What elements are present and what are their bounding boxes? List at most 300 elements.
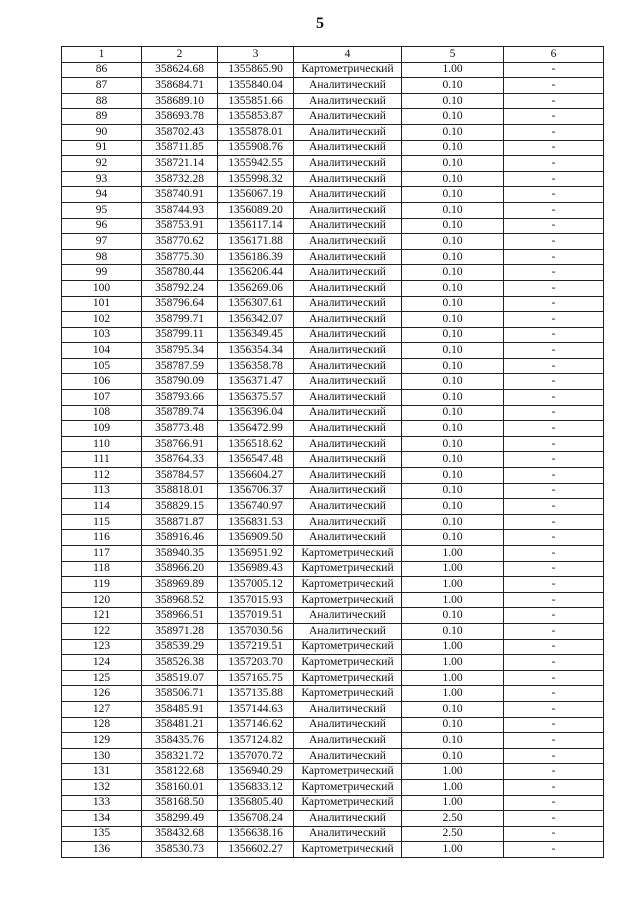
x-coordinate-cell: 358799.71 bbox=[142, 312, 218, 328]
note-cell: - bbox=[504, 748, 604, 764]
method-cell: Аналитический bbox=[294, 156, 402, 172]
point-number-cell: 90 bbox=[62, 124, 142, 140]
note-cell: - bbox=[504, 436, 604, 452]
table-row bbox=[62, 561, 604, 577]
y-coordinate-cell: 1356269.06 bbox=[218, 280, 294, 296]
accuracy-cell: 0.10 bbox=[402, 499, 504, 515]
y-coordinate-cell: 1357219.51 bbox=[218, 639, 294, 655]
note-cell: - bbox=[504, 358, 604, 374]
note-cell: - bbox=[504, 811, 604, 827]
table-row bbox=[62, 779, 604, 795]
x-coordinate-cell: 358770.62 bbox=[142, 234, 218, 250]
y-coordinate-cell: 1356805.40 bbox=[218, 795, 294, 811]
note-cell: - bbox=[504, 390, 604, 406]
x-coordinate-cell: 358787.59 bbox=[142, 358, 218, 374]
x-coordinate-cell: 358168.50 bbox=[142, 795, 218, 811]
method-cell: Аналитический bbox=[294, 514, 402, 530]
point-number-cell: 93 bbox=[62, 171, 142, 187]
method-cell: Картометрический bbox=[294, 842, 402, 858]
point-number-cell: 105 bbox=[62, 358, 142, 374]
note-cell: - bbox=[504, 202, 604, 218]
accuracy-cell: 0.10 bbox=[402, 530, 504, 546]
x-coordinate-cell: 358780.44 bbox=[142, 265, 218, 281]
accuracy-cell: 1.00 bbox=[402, 842, 504, 858]
point-number-cell: 96 bbox=[62, 218, 142, 234]
note-cell: - bbox=[504, 577, 604, 593]
point-number-cell: 92 bbox=[62, 156, 142, 172]
table-row bbox=[62, 280, 604, 296]
accuracy-cell: 1.00 bbox=[402, 561, 504, 577]
note-cell: - bbox=[504, 343, 604, 359]
accuracy-cell: 0.10 bbox=[402, 187, 504, 203]
table-header-row bbox=[62, 47, 604, 63]
x-coordinate-cell: 358160.01 bbox=[142, 779, 218, 795]
y-coordinate-cell: 1356547.48 bbox=[218, 452, 294, 468]
note-cell: - bbox=[504, 421, 604, 437]
column-header: 5 bbox=[402, 47, 504, 63]
table-row bbox=[62, 327, 604, 343]
table-row bbox=[62, 623, 604, 639]
note-cell: - bbox=[504, 826, 604, 842]
x-coordinate-cell: 358753.91 bbox=[142, 218, 218, 234]
note-cell: - bbox=[504, 218, 604, 234]
accuracy-cell: 0.10 bbox=[402, 701, 504, 717]
note-cell: - bbox=[504, 779, 604, 795]
x-coordinate-cell: 358966.20 bbox=[142, 561, 218, 577]
note-cell: - bbox=[504, 156, 604, 172]
point-number-cell: 123 bbox=[62, 639, 142, 655]
accuracy-cell: 2.50 bbox=[402, 811, 504, 827]
x-coordinate-cell: 358684.71 bbox=[142, 78, 218, 94]
point-number-cell: 134 bbox=[62, 811, 142, 827]
method-cell: Аналитический bbox=[294, 343, 402, 359]
y-coordinate-cell: 1356171.88 bbox=[218, 234, 294, 250]
point-number-cell: 98 bbox=[62, 249, 142, 265]
note-cell: - bbox=[504, 249, 604, 265]
note-cell: - bbox=[504, 795, 604, 811]
point-number-cell: 99 bbox=[62, 265, 142, 281]
point-number-cell: 131 bbox=[62, 764, 142, 780]
x-coordinate-cell: 358122.68 bbox=[142, 764, 218, 780]
note-cell: - bbox=[504, 514, 604, 530]
column-header: 1 bbox=[62, 47, 142, 63]
table-row bbox=[62, 202, 604, 218]
y-coordinate-cell: 1357005.12 bbox=[218, 577, 294, 593]
x-coordinate-cell: 358799.11 bbox=[142, 327, 218, 343]
note-cell: - bbox=[504, 561, 604, 577]
point-number-cell: 133 bbox=[62, 795, 142, 811]
point-number-cell: 103 bbox=[62, 327, 142, 343]
method-cell: Аналитический bbox=[294, 826, 402, 842]
y-coordinate-cell: 1355908.76 bbox=[218, 140, 294, 156]
y-coordinate-cell: 1357144.63 bbox=[218, 701, 294, 717]
y-coordinate-cell: 1356396.04 bbox=[218, 405, 294, 421]
y-coordinate-cell: 1356349.45 bbox=[218, 327, 294, 343]
note-cell: - bbox=[504, 405, 604, 421]
accuracy-cell: 0.10 bbox=[402, 93, 504, 109]
y-coordinate-cell: 1356706.37 bbox=[218, 483, 294, 499]
x-coordinate-cell: 358732.28 bbox=[142, 171, 218, 187]
coordinates-table bbox=[61, 46, 604, 858]
accuracy-cell: 0.10 bbox=[402, 390, 504, 406]
table-row bbox=[62, 514, 604, 530]
note-cell: - bbox=[504, 499, 604, 515]
method-cell: Картометрический bbox=[294, 764, 402, 780]
x-coordinate-cell: 358971.28 bbox=[142, 623, 218, 639]
accuracy-cell: 0.10 bbox=[402, 296, 504, 312]
note-cell: - bbox=[504, 78, 604, 94]
note-cell: - bbox=[504, 717, 604, 733]
point-number-cell: 132 bbox=[62, 779, 142, 795]
point-number-cell: 100 bbox=[62, 280, 142, 296]
accuracy-cell: 0.10 bbox=[402, 452, 504, 468]
method-cell: Картометрический bbox=[294, 779, 402, 795]
y-coordinate-cell: 1356067.19 bbox=[218, 187, 294, 203]
point-number-cell: 126 bbox=[62, 686, 142, 702]
table-row bbox=[62, 686, 604, 702]
table-row bbox=[62, 358, 604, 374]
accuracy-cell: 0.10 bbox=[402, 171, 504, 187]
table-row bbox=[62, 639, 604, 655]
table-row bbox=[62, 374, 604, 390]
y-coordinate-cell: 1356342.07 bbox=[218, 312, 294, 328]
table-row bbox=[62, 109, 604, 125]
x-coordinate-cell: 358693.78 bbox=[142, 109, 218, 125]
table-row bbox=[62, 296, 604, 312]
table-row bbox=[62, 171, 604, 187]
x-coordinate-cell: 358740.91 bbox=[142, 187, 218, 203]
column-header: 3 bbox=[218, 47, 294, 63]
note-cell: - bbox=[504, 327, 604, 343]
point-number-cell: 94 bbox=[62, 187, 142, 203]
point-number-cell: 86 bbox=[62, 62, 142, 78]
y-coordinate-cell: 1356089.20 bbox=[218, 202, 294, 218]
table-row bbox=[62, 156, 604, 172]
y-coordinate-cell: 1355878.01 bbox=[218, 124, 294, 140]
accuracy-cell: 0.10 bbox=[402, 109, 504, 125]
point-number-cell: 114 bbox=[62, 499, 142, 515]
accuracy-cell: 0.10 bbox=[402, 343, 504, 359]
table-row bbox=[62, 187, 604, 203]
point-number-cell: 125 bbox=[62, 670, 142, 686]
point-number-cell: 95 bbox=[62, 202, 142, 218]
x-coordinate-cell: 358968.52 bbox=[142, 592, 218, 608]
x-coordinate-cell: 358789.74 bbox=[142, 405, 218, 421]
point-number-cell: 108 bbox=[62, 405, 142, 421]
table-row bbox=[62, 343, 604, 359]
y-coordinate-cell: 1356708.24 bbox=[218, 811, 294, 827]
method-cell: Картометрический bbox=[294, 546, 402, 562]
accuracy-cell: 0.10 bbox=[402, 218, 504, 234]
method-cell: Аналитический bbox=[294, 623, 402, 639]
note-cell: - bbox=[504, 62, 604, 78]
accuracy-cell: 0.10 bbox=[402, 312, 504, 328]
method-cell: Картометрический bbox=[294, 62, 402, 78]
accuracy-cell: 1.00 bbox=[402, 795, 504, 811]
table-row bbox=[62, 218, 604, 234]
x-coordinate-cell: 358773.48 bbox=[142, 421, 218, 437]
y-coordinate-cell: 1356206.44 bbox=[218, 265, 294, 281]
point-number-cell: 97 bbox=[62, 234, 142, 250]
y-coordinate-cell: 1356909.50 bbox=[218, 530, 294, 546]
y-coordinate-cell: 1356833.12 bbox=[218, 779, 294, 795]
x-coordinate-cell: 358795.34 bbox=[142, 343, 218, 359]
accuracy-cell: 0.10 bbox=[402, 124, 504, 140]
x-coordinate-cell: 358702.43 bbox=[142, 124, 218, 140]
note-cell: - bbox=[504, 468, 604, 484]
point-number-cell: 111 bbox=[62, 452, 142, 468]
note-cell: - bbox=[504, 733, 604, 749]
accuracy-cell: 0.10 bbox=[402, 374, 504, 390]
accuracy-cell: 0.10 bbox=[402, 202, 504, 218]
note-cell: - bbox=[504, 686, 604, 702]
x-coordinate-cell: 358940.35 bbox=[142, 546, 218, 562]
point-number-cell: 106 bbox=[62, 374, 142, 390]
column-header: 2 bbox=[142, 47, 218, 63]
x-coordinate-cell: 358871.87 bbox=[142, 514, 218, 530]
point-number-cell: 109 bbox=[62, 421, 142, 437]
accuracy-cell: 2.50 bbox=[402, 826, 504, 842]
note-cell: - bbox=[504, 483, 604, 499]
point-number-cell: 89 bbox=[62, 109, 142, 125]
method-cell: Картометрический bbox=[294, 577, 402, 593]
table-row bbox=[62, 717, 604, 733]
table-row bbox=[62, 312, 604, 328]
x-coordinate-cell: 358526.38 bbox=[142, 655, 218, 671]
accuracy-cell: 1.00 bbox=[402, 577, 504, 593]
note-cell: - bbox=[504, 234, 604, 250]
table-row bbox=[62, 499, 604, 515]
accuracy-cell: 0.10 bbox=[402, 249, 504, 265]
method-cell: Аналитический bbox=[294, 124, 402, 140]
table-row bbox=[62, 670, 604, 686]
accuracy-cell: 0.10 bbox=[402, 748, 504, 764]
y-coordinate-cell: 1355942.55 bbox=[218, 156, 294, 172]
y-coordinate-cell: 1356604.27 bbox=[218, 468, 294, 484]
table-row bbox=[62, 592, 604, 608]
method-cell: Картометрический bbox=[294, 670, 402, 686]
accuracy-cell: 0.10 bbox=[402, 405, 504, 421]
point-number-cell: 118 bbox=[62, 561, 142, 577]
point-number-cell: 91 bbox=[62, 140, 142, 156]
y-coordinate-cell: 1357070.72 bbox=[218, 748, 294, 764]
x-coordinate-cell: 358916.46 bbox=[142, 530, 218, 546]
accuracy-cell: 0.10 bbox=[402, 468, 504, 484]
method-cell: Аналитический bbox=[294, 202, 402, 218]
y-coordinate-cell: 1355865.90 bbox=[218, 62, 294, 78]
point-number-cell: 130 bbox=[62, 748, 142, 764]
y-coordinate-cell: 1356518.62 bbox=[218, 436, 294, 452]
y-coordinate-cell: 1357165.75 bbox=[218, 670, 294, 686]
note-cell: - bbox=[504, 546, 604, 562]
accuracy-cell: 0.10 bbox=[402, 483, 504, 499]
method-cell: Аналитический bbox=[294, 187, 402, 203]
accuracy-cell: 0.10 bbox=[402, 358, 504, 374]
point-number-cell: 136 bbox=[62, 842, 142, 858]
x-coordinate-cell: 358818.01 bbox=[142, 483, 218, 499]
note-cell: - bbox=[504, 842, 604, 858]
point-number-cell: 88 bbox=[62, 93, 142, 109]
point-number-cell: 110 bbox=[62, 436, 142, 452]
y-coordinate-cell: 1355853.87 bbox=[218, 109, 294, 125]
x-coordinate-cell: 358711.85 bbox=[142, 140, 218, 156]
method-cell: Аналитический bbox=[294, 171, 402, 187]
point-number-cell: 122 bbox=[62, 623, 142, 639]
method-cell: Картометрический bbox=[294, 639, 402, 655]
accuracy-cell: 0.10 bbox=[402, 280, 504, 296]
x-coordinate-cell: 358539.29 bbox=[142, 639, 218, 655]
note-cell: - bbox=[504, 670, 604, 686]
table-row bbox=[62, 468, 604, 484]
method-cell: Аналитический bbox=[294, 811, 402, 827]
accuracy-cell: 0.10 bbox=[402, 234, 504, 250]
accuracy-cell: 0.10 bbox=[402, 608, 504, 624]
note-cell: - bbox=[504, 639, 604, 655]
x-coordinate-cell: 358321.72 bbox=[142, 748, 218, 764]
y-coordinate-cell: 1356831.53 bbox=[218, 514, 294, 530]
method-cell: Аналитический bbox=[294, 717, 402, 733]
accuracy-cell: 0.10 bbox=[402, 140, 504, 156]
method-cell: Картометрический bbox=[294, 655, 402, 671]
table-row bbox=[62, 842, 604, 858]
x-coordinate-cell: 358689.10 bbox=[142, 93, 218, 109]
table-row bbox=[62, 748, 604, 764]
note-cell: - bbox=[504, 374, 604, 390]
method-cell: Аналитический bbox=[294, 296, 402, 312]
x-coordinate-cell: 358506.71 bbox=[142, 686, 218, 702]
table-row bbox=[62, 530, 604, 546]
accuracy-cell: 0.10 bbox=[402, 327, 504, 343]
point-number-cell: 135 bbox=[62, 826, 142, 842]
y-coordinate-cell: 1356371.47 bbox=[218, 374, 294, 390]
note-cell: - bbox=[504, 187, 604, 203]
y-coordinate-cell: 1356358.78 bbox=[218, 358, 294, 374]
table-row bbox=[62, 249, 604, 265]
note-cell: - bbox=[504, 530, 604, 546]
table-row bbox=[62, 93, 604, 109]
accuracy-cell: 0.10 bbox=[402, 156, 504, 172]
y-coordinate-cell: 1357015.93 bbox=[218, 592, 294, 608]
method-cell: Аналитический bbox=[294, 701, 402, 717]
method-cell: Аналитический bbox=[294, 218, 402, 234]
y-coordinate-cell: 1357019.51 bbox=[218, 608, 294, 624]
point-number-cell: 124 bbox=[62, 655, 142, 671]
point-number-cell: 127 bbox=[62, 701, 142, 717]
accuracy-cell: 1.00 bbox=[402, 686, 504, 702]
method-cell: Аналитический bbox=[294, 405, 402, 421]
y-coordinate-cell: 1357030.56 bbox=[218, 623, 294, 639]
y-coordinate-cell: 1355840.04 bbox=[218, 78, 294, 94]
accuracy-cell: 0.10 bbox=[402, 623, 504, 639]
y-coordinate-cell: 1356117.14 bbox=[218, 218, 294, 234]
note-cell: - bbox=[504, 109, 604, 125]
point-number-cell: 119 bbox=[62, 577, 142, 593]
accuracy-cell: 1.00 bbox=[402, 546, 504, 562]
method-cell: Аналитический bbox=[294, 499, 402, 515]
note-cell: - bbox=[504, 296, 604, 312]
method-cell: Аналитический bbox=[294, 312, 402, 328]
point-number-cell: 87 bbox=[62, 78, 142, 94]
note-cell: - bbox=[504, 655, 604, 671]
note-cell: - bbox=[504, 701, 604, 717]
note-cell: - bbox=[504, 171, 604, 187]
method-cell: Аналитический bbox=[294, 140, 402, 156]
table-row bbox=[62, 577, 604, 593]
y-coordinate-cell: 1356951.92 bbox=[218, 546, 294, 562]
table-row bbox=[62, 483, 604, 499]
table-row bbox=[62, 436, 604, 452]
method-cell: Картометрический bbox=[294, 686, 402, 702]
y-coordinate-cell: 1356638.16 bbox=[218, 826, 294, 842]
point-number-cell: 128 bbox=[62, 717, 142, 733]
accuracy-cell: 0.10 bbox=[402, 436, 504, 452]
x-coordinate-cell: 358624.68 bbox=[142, 62, 218, 78]
y-coordinate-cell: 1356740.97 bbox=[218, 499, 294, 515]
point-number-cell: 113 bbox=[62, 483, 142, 499]
accuracy-cell: 1.00 bbox=[402, 592, 504, 608]
point-number-cell: 101 bbox=[62, 296, 142, 312]
note-cell: - bbox=[504, 623, 604, 639]
x-coordinate-cell: 358766.91 bbox=[142, 436, 218, 452]
column-header: 4 bbox=[294, 47, 402, 63]
method-cell: Аналитический bbox=[294, 374, 402, 390]
table-row bbox=[62, 421, 604, 437]
point-number-cell: 115 bbox=[62, 514, 142, 530]
method-cell: Аналитический bbox=[294, 234, 402, 250]
point-number-cell: 121 bbox=[62, 608, 142, 624]
note-cell: - bbox=[504, 280, 604, 296]
accuracy-cell: 1.00 bbox=[402, 639, 504, 655]
y-coordinate-cell: 1357135.88 bbox=[218, 686, 294, 702]
point-number-cell: 129 bbox=[62, 733, 142, 749]
method-cell: Аналитический bbox=[294, 421, 402, 437]
x-coordinate-cell: 358435.76 bbox=[142, 733, 218, 749]
x-coordinate-cell: 358530.73 bbox=[142, 842, 218, 858]
x-coordinate-cell: 358485.91 bbox=[142, 701, 218, 717]
point-number-cell: 117 bbox=[62, 546, 142, 562]
accuracy-cell: 1.00 bbox=[402, 764, 504, 780]
x-coordinate-cell: 358432.68 bbox=[142, 826, 218, 842]
table-row bbox=[62, 795, 604, 811]
y-coordinate-cell: 1356307.61 bbox=[218, 296, 294, 312]
accuracy-cell: 0.10 bbox=[402, 733, 504, 749]
y-coordinate-cell: 1355851.66 bbox=[218, 93, 294, 109]
x-coordinate-cell: 358784.57 bbox=[142, 468, 218, 484]
method-cell: Аналитический bbox=[294, 468, 402, 484]
y-coordinate-cell: 1355998.32 bbox=[218, 171, 294, 187]
table-row bbox=[62, 701, 604, 717]
note-cell: - bbox=[504, 592, 604, 608]
x-coordinate-cell: 358792.24 bbox=[142, 280, 218, 296]
method-cell: Аналитический bbox=[294, 327, 402, 343]
x-coordinate-cell: 358829.15 bbox=[142, 499, 218, 515]
table-row bbox=[62, 733, 604, 749]
table-row bbox=[62, 140, 604, 156]
y-coordinate-cell: 1357203.70 bbox=[218, 655, 294, 671]
y-coordinate-cell: 1356472.99 bbox=[218, 421, 294, 437]
accuracy-cell: 0.10 bbox=[402, 265, 504, 281]
x-coordinate-cell: 358721.14 bbox=[142, 156, 218, 172]
method-cell: Аналитический bbox=[294, 93, 402, 109]
table-row bbox=[62, 78, 604, 94]
y-coordinate-cell: 1357124.82 bbox=[218, 733, 294, 749]
x-coordinate-cell: 358744.93 bbox=[142, 202, 218, 218]
point-number-cell: 116 bbox=[62, 530, 142, 546]
x-coordinate-cell: 358299.49 bbox=[142, 811, 218, 827]
method-cell: Аналитический bbox=[294, 608, 402, 624]
table-row bbox=[62, 405, 604, 421]
table-row bbox=[62, 265, 604, 281]
